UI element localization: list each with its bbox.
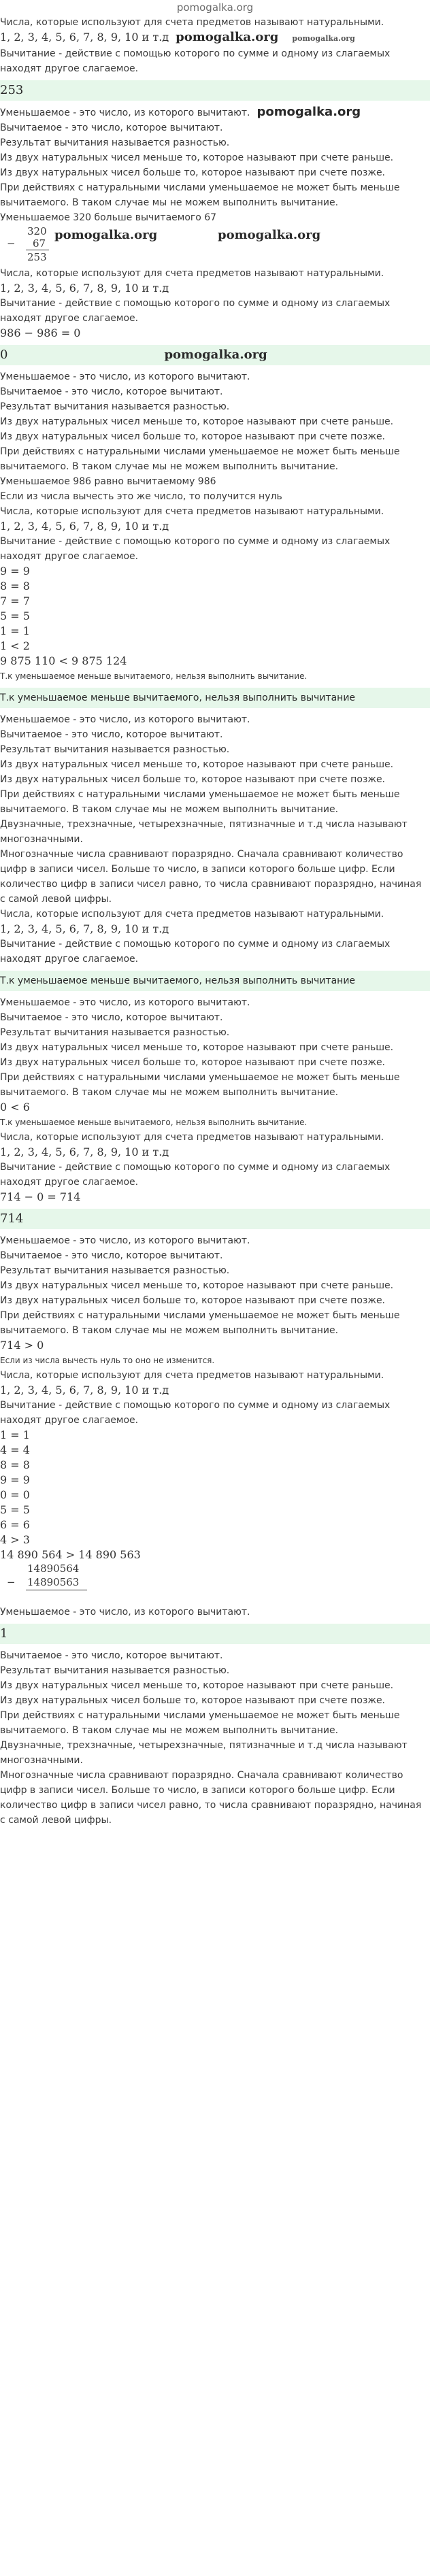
def-natural: Числа, которые используют для счета предметов называют натуральными. bbox=[0, 1132, 384, 1143]
def-minuend: Уменьшаемое - это число, из которого вычитают. bbox=[0, 1235, 250, 1246]
def-natural: Числа, которые используют для счета предметов называют натуральными. bbox=[0, 506, 384, 517]
rule-impossible: При действиях с натуральными числами уменьшаемое не может быть меньше вычитаемого. В таком случае мы не можем выполнить вычитание. bbox=[0, 182, 400, 208]
def-subtrahend: Вычитаемое - это число, которое вычитают. bbox=[0, 1250, 223, 1261]
natural-seq-text: 1, 2, 3, 4, 5, 6, 7, 8, 9, 10 и т.д bbox=[0, 31, 169, 44]
minuend-number: 14890564 bbox=[27, 1562, 80, 1575]
minuend-number: 320 bbox=[27, 225, 47, 237]
rule-multi: Двузначные, трехзначные, четырехзначные, пятизначные и т.д числа называют многозначными. bbox=[0, 819, 408, 845]
number-compare: 714 > 0 bbox=[0, 1339, 44, 1352]
digit-compare-row: 7 = 7 bbox=[0, 595, 30, 607]
def-subtrahend: Вычитаемое - это число, которое вычитают. bbox=[0, 1650, 223, 1661]
def-natural: Числа, которые используют для счета предметов называют натуральными. bbox=[0, 1370, 384, 1381]
number-compare: 14 890 564 > 14 890 563 bbox=[0, 1548, 141, 1561]
natural-seq: 1, 2, 3, 4, 5, 6, 7, 8, 9, 10 и т.д bbox=[0, 1145, 169, 1158]
digit-compare-row: 9 = 9 bbox=[0, 565, 30, 578]
minus-sign: − bbox=[7, 1576, 16, 1588]
equation: 986 − 986 = 0 bbox=[0, 327, 81, 339]
answer-text: 0 bbox=[0, 348, 8, 362]
equal-text: Уменьшаемое 986 равно вычитаемому 986 bbox=[0, 476, 216, 487]
def-minuend-text: Уменьшаемое - это число, из которого вычитают. bbox=[0, 107, 250, 118]
def-minuend: Уменьшаемое - это число, из которого вычитают. bbox=[0, 714, 250, 725]
def-subtrahend: Вычитаемое - это число, которое вычитают. bbox=[0, 386, 223, 397]
answer-block: 714 bbox=[0, 1209, 430, 1229]
minuend-compare: Уменьшаемое 320 больше вычитаемого 67 bbox=[0, 212, 217, 223]
digit-compare-row: 5 = 5 bbox=[0, 609, 30, 622]
def-natural: Числа, которые используют для счета предметов называют натуральными. bbox=[0, 909, 384, 920]
cannot-subtract-note: Т.к уменьшаемое меньше вычитаемого, нельзя выполнить вычитание. bbox=[0, 1118, 308, 1127]
digit-compare-row: 4 > 3 bbox=[0, 1533, 30, 1546]
def-minuend: Уменьшаемое - это число, из которого вычитают. bbox=[0, 371, 250, 382]
def-difference: Результат вычитания называется разностью. bbox=[0, 1665, 230, 1676]
def-subtrahend: Вычитаемое - это число, которое вычитают. bbox=[0, 729, 223, 740]
same-text: Если из числа вычесть это же число, то получится нуль bbox=[0, 491, 282, 502]
cannot-subtract-note: Т.к уменьшаемое меньше вычитаемого, нельзя выполнить вычитание. bbox=[0, 671, 308, 681]
rule-impossible: При действиях с натуральными числами уменьшаемое не может быть меньше вычитаемого. В таком случае мы не можем выполнить вычитание. bbox=[0, 446, 400, 472]
digit-compare-row: 1 = 1 bbox=[0, 1428, 30, 1441]
natural-seq: 1, 2, 3, 4, 5, 6, 7, 8, 9, 10 и т.д bbox=[0, 520, 169, 533]
rule-less: Из двух натуральных чисел меньше то, которое называют при счете раньше. bbox=[0, 1280, 394, 1291]
digit-compare-row: 6 = 6 bbox=[0, 1518, 30, 1531]
def-difference: Результат вычитания называется разностью. bbox=[0, 137, 230, 148]
def-subtract: Вычитание - действие с помощью которого по сумме и одному из слагаемых находят другое слагаемое. bbox=[0, 298, 391, 324]
rule-more: Из двух натуральных чисел больше то, которое называют при счете позже. bbox=[0, 431, 386, 442]
def-subtract: Вычитание - действие с помощью которого по сумме и одному из слагаемых находят другое слагаемое. bbox=[0, 939, 391, 965]
def-difference: Результат вычитания называется разностью. bbox=[0, 1265, 230, 1276]
digit-compare-row: 9 = 9 bbox=[0, 1473, 30, 1486]
site-header bbox=[0, 1, 430, 14]
rule-impossible: При действиях с натуральными числами уменьшаемое не может быть меньше вычитаемого. В таком случае мы не можем выполнить вычитание. bbox=[0, 1072, 400, 1098]
natural-seq bbox=[0, 30, 430, 46]
rule-more: Из двух натуральных чисел больше то, которое называют при счете позже. bbox=[0, 1695, 386, 1706]
def-minuend: Уменьшаемое - это число, из которого вычитают. bbox=[0, 997, 250, 1008]
def-subtract: Вычитание - действие с помощью которого по сумме и одному из слагаемых находят другое слагаемое. bbox=[0, 1162, 391, 1188]
rule-less: Из двух натуральных чисел меньше то, которое называют при счете раньше. bbox=[0, 416, 394, 427]
subtrahend-number: 14890563 bbox=[27, 1576, 80, 1588]
def-minuend bbox=[0, 105, 430, 120]
rule-more: Из двух натуральных чисел больше то, которое называют при счете позже. bbox=[0, 167, 386, 178]
answer-block bbox=[0, 345, 430, 365]
digit-compare-row: 1 = 1 bbox=[0, 624, 30, 637]
answer-block: Т.к уменьшаемое меньше вычитаемого, нельзя выполнить вычитание bbox=[0, 688, 430, 708]
zero-note: Если из числа вычесть нуль то оно не изменится. bbox=[0, 1356, 215, 1365]
watermark: pomogalka.org bbox=[218, 228, 321, 242]
watermark: pomogalka.org bbox=[176, 30, 279, 44]
number-compare: 9 875 110 < 9 875 124 bbox=[0, 654, 127, 667]
natural-seq: 1, 2, 3, 4, 5, 6, 7, 8, 9, 10 и т.д bbox=[0, 922, 169, 935]
def-subtract: Вычитание - действие с помощью которого по сумме и одному из слагаемых находят другое слагаемое. bbox=[0, 1400, 391, 1426]
digit-compare-row: 8 = 8 bbox=[0, 580, 30, 592]
natural-seq: 1, 2, 3, 4, 5, 6, 7, 8, 9, 10 и т.д bbox=[0, 1384, 169, 1396]
rule-multi: Двузначные, трехзначные, четырехзначные, пятизначные и т.д числа называют многозначными. bbox=[0, 1740, 408, 1766]
rule-more: Из двух натуральных чисел больше то, которое называют при счете позже. bbox=[0, 1295, 386, 1306]
column-subtraction bbox=[0, 225, 430, 266]
rule-more: Из двух натуральных чисел больше то, которое называют при счете позже. bbox=[0, 774, 386, 785]
watermark: pomogalka.org bbox=[54, 228, 158, 242]
def-natural: Числа, которые используют для счета предметов называют натуральными. bbox=[0, 268, 384, 279]
def-subtract: Вычитание - действие с помощью которого по сумме и одному из слагаемых находят другое слагаемое. bbox=[0, 536, 391, 562]
digit-compare-row: 8 = 8 bbox=[0, 1458, 30, 1471]
rule-less: Из двух натуральных чисел меньше то, которое называют при счете раньше. bbox=[0, 1680, 394, 1691]
def-difference: Результат вычитания называется разностью. bbox=[0, 744, 230, 755]
def-subtract: Вычитание - действие с помощью которого по сумме и одному из слагаемых находят другое слагаемое. bbox=[0, 48, 391, 74]
def-subtrahend: Вычитаемое - это число, которое вычитают. bbox=[0, 122, 223, 133]
rule-impossible: При действиях с натуральными числами уменьшаемое не может быть меньше вычитаемого. В таком случае мы не можем выполнить вычитание. bbox=[0, 789, 400, 815]
result-number: 253 bbox=[27, 251, 47, 263]
rule-impossible: При действиях с натуральными числами уменьшаемое не может быть меньше вычитаемого. В таком случае мы не можем выполнить вычитание. bbox=[0, 1310, 400, 1336]
rule-less: Из двух натуральных чисел меньше то, которое называют при счете раньше. bbox=[0, 759, 394, 770]
def-minuend: Уменьшаемое - это число, из которого вычитают. bbox=[0, 1607, 250, 1618]
def-difference: Результат вычитания называется разностью. bbox=[0, 1027, 230, 1038]
digit-compare-row: 1 < 2 bbox=[0, 639, 30, 652]
rule-compare: Многозначные числа сравнивают поразрядно. Сначала сравнивают количество цифр в записи чисел. Больше то число, в записи которого больше цифр. Если количество цифр в записи чисел равно, то числа сравнивают поразрядно, начиная с самой левой цифры. bbox=[0, 1770, 422, 1826]
answer-block: 253 bbox=[0, 80, 430, 101]
rule-less: Из двух натуральных чисел меньше то, которое называют при счете раньше. bbox=[0, 1042, 394, 1053]
natural-seq: 1, 2, 3, 4, 5, 6, 7, 8, 9, 10 и т.д bbox=[0, 282, 169, 295]
digit-compare-row: 0 = 0 bbox=[0, 1488, 30, 1501]
column-subtraction bbox=[0, 1562, 430, 1605]
rule-compare: Многозначные числа сравнивают поразрядно. Сначала сравнивают количество цифр в записи чисел. Больше то число, в записи которого больше цифр. Если количество цифр в записи чисел равно, то числа сравнивают поразрядно, начиная с самой левой цифры. bbox=[0, 849, 422, 905]
rule-less: Из двух натуральных чисел меньше то, которое называют при счете раньше. bbox=[0, 152, 394, 163]
def-natural: Числа, которые используют для счета предметов называют натуральными. bbox=[0, 17, 384, 28]
def-subtrahend: Вычитаемое - это число, которое вычитают. bbox=[0, 1012, 223, 1023]
minus-sign: − bbox=[7, 237, 16, 250]
answer-block: 1 bbox=[0, 1624, 430, 1644]
site-watermark[interactable]: pomogalka.org bbox=[176, 1, 254, 14]
equation: 714 − 0 = 714 bbox=[0, 1190, 81, 1203]
watermark: pomogalka.org bbox=[292, 34, 355, 43]
watermark: pomogalka.org bbox=[164, 348, 267, 362]
answer-block: Т.к уменьшаемое меньше вычитаемого, нельзя выполнить вычитание bbox=[0, 971, 430, 991]
subtrahend-number: 67 bbox=[33, 237, 46, 250]
rule-more: Из двух натуральных чисел больше то, которое называют при счете позже. bbox=[0, 1057, 386, 1068]
digit-compare-row: 5 = 5 bbox=[0, 1503, 30, 1516]
rule-impossible: При действиях с натуральными числами уменьшаемое не может быть меньше вычитаемого. В таком случае мы не можем выполнить вычитание. bbox=[0, 1710, 400, 1736]
watermark: pomogalka.org bbox=[257, 105, 361, 119]
digit-compare-row: 4 = 4 bbox=[0, 1443, 30, 1456]
def-difference: Результат вычитания называется разностью. bbox=[0, 401, 230, 412]
number-compare: 0 < 6 bbox=[0, 1101, 30, 1114]
